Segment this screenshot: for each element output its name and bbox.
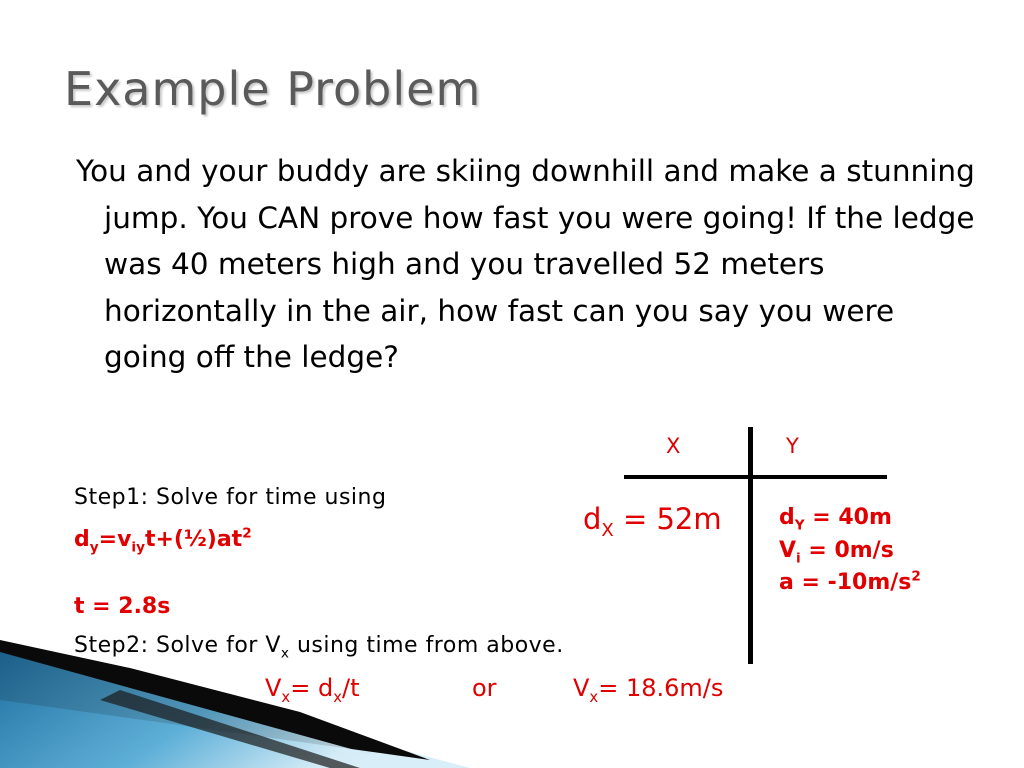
x-column-header: X bbox=[666, 434, 681, 458]
step1-equation: $d_y=v_{iy}t+(\frac{1}{2})at^2$ bbox=[74, 525, 252, 556]
step1-label: Step1: Solve for time using bbox=[74, 485, 387, 510]
t-chart-vertical-line bbox=[748, 427, 753, 664]
step1-result: t = 2.8s bbox=[74, 594, 171, 619]
vx-formula: $V_x= d_x/t$ bbox=[265, 674, 360, 706]
vx-result: $V_x= 18.6m/s$ bbox=[573, 674, 724, 706]
or-connector: or bbox=[472, 674, 497, 702]
page-title: Example Problem bbox=[64, 62, 482, 116]
acceleration-value: $a = -10m/s^2$ bbox=[779, 568, 921, 595]
dy-value: $d_Y = 40m$ bbox=[779, 505, 892, 534]
problem-statement: You and your buddy are skiing downhill and make a stunning jump. You CAN prove how fast you were going! If the ledge was 40 meters high and you travelled 52 meters horizontally in the air, how fast can you say you were going off the ledge? bbox=[76, 154, 975, 374]
vi-value: $V_i = 0m/s$ bbox=[779, 538, 894, 567]
dx-value: $d_X = 52m$ bbox=[583, 502, 722, 541]
t-chart-horizontal-line bbox=[624, 475, 887, 479]
step2-label: Step2: Solve for $V_x$ using time from above. bbox=[74, 633, 564, 662]
y-column-header: Y bbox=[786, 434, 799, 458]
